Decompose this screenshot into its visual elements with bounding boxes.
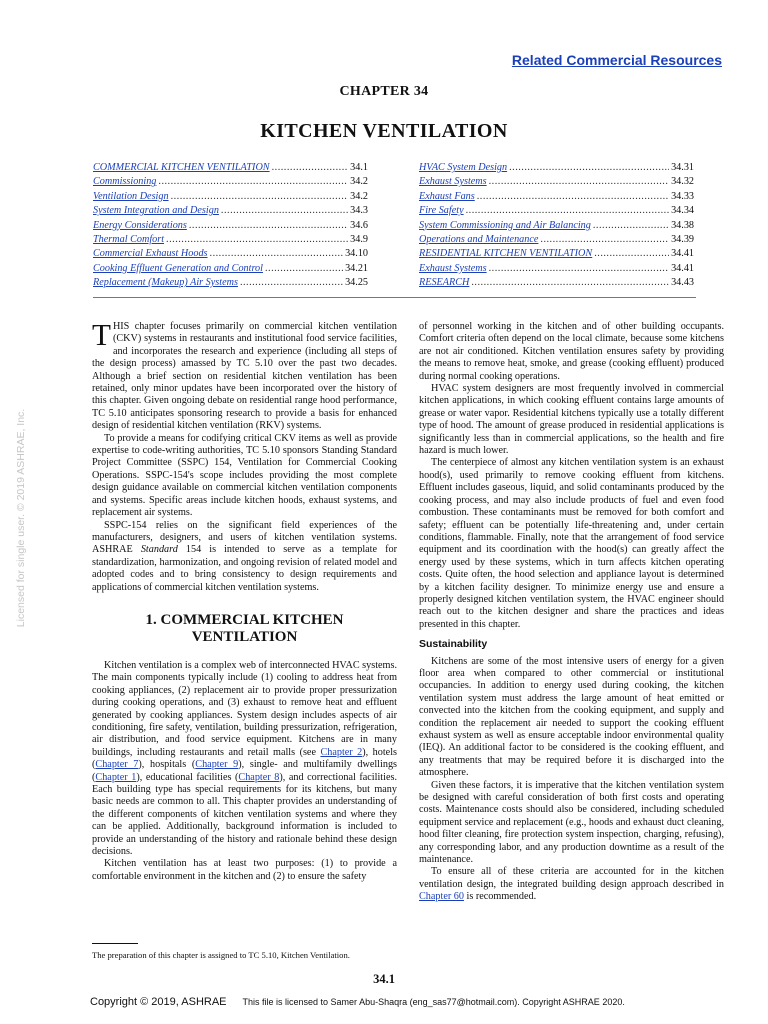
toc-item-page: 34.10	[345, 248, 368, 260]
toc-item-page: 34.39	[671, 233, 694, 245]
intro-paragraph	[92, 317, 397, 433]
toc-item[interactable]	[93, 219, 368, 233]
chapter-7-link[interactable]: Chapter 7	[95, 759, 139, 771]
toc-item[interactable]	[419, 247, 694, 261]
body-paragraph: Kitchens are some of the most intensive users of energy for a given floor area when compared to other commercial or institutional occupancies. In addition to energy used during cooking, the kitchen ventilation system must address the large amount of heat emitted or convected into the kitchen from the cooking equipment, and supply and condition the replacement air needed to support the cooking effluent exhaust system as well as ensure acceptable indoor environmental quality (IEQ). An additional factor to be considered is the cooking effluent, and any treatments that may be required before it is discharged into the atmosphere.	[419, 655, 724, 779]
toc-item[interactable]	[93, 247, 368, 261]
drop-cap: T	[92, 317, 111, 352]
toc-item-label[interactable]: Exhaust Systems	[419, 262, 487, 274]
toc-item-label[interactable]: COMMERCIAL KITCHEN VENTILATION	[93, 162, 270, 173]
toc-item-page: 34.21	[345, 262, 368, 274]
chapter-8-link[interactable]: Chapter 8	[238, 771, 280, 783]
footnote-divider	[92, 943, 138, 944]
paragraph-text: is recommended.	[463, 891, 537, 903]
toc-item[interactable]	[419, 219, 694, 233]
toc-item[interactable]	[419, 262, 694, 276]
toc-item-page: 34.41	[671, 248, 694, 260]
body-paragraph	[92, 660, 397, 859]
toc-item-page: 34.41	[671, 262, 694, 274]
toc-item[interactable]	[93, 190, 368, 204]
toc-right-column	[419, 161, 694, 291]
toc-item-page: 34.3	[350, 205, 368, 217]
footer-license: This file is licensed to Samer Abu-Shaqra (eng_sas77@hotmail.com). Copyright ASHRAE 2020.	[242, 997, 625, 1007]
toc-item-label[interactable]: Replacement (Makeup) Air Systems	[93, 277, 238, 289]
page-number: 34.1	[373, 972, 395, 986]
footnote: The preparation of this chapter is assigned to TC 5.10, Kitchen Ventilation.	[92, 950, 350, 960]
toc-leader	[240, 276, 343, 290]
toc-leader	[166, 233, 348, 247]
toc-item-label[interactable]: Cooking Effluent Generation and Control	[93, 262, 263, 274]
chapter-60-link[interactable]: Chapter 60	[419, 891, 464, 903]
toc-item[interactable]	[419, 190, 694, 204]
toc-item[interactable]	[93, 175, 368, 189]
toc-item[interactable]	[419, 276, 694, 290]
toc-leader	[489, 262, 669, 276]
toc-item-label[interactable]: RESEARCH	[419, 277, 470, 289]
toc-item[interactable]	[419, 204, 694, 218]
toc-item-label[interactable]: Ventilation Design	[93, 190, 169, 202]
toc-item-page: 34.25	[345, 277, 368, 289]
toc-item-label[interactable]: System Integration and Design	[93, 205, 219, 217]
toc-item-page: 34.1	[350, 162, 368, 173]
chapter-title: KITCHEN VENTILATION	[260, 120, 508, 142]
toc-item[interactable]	[419, 175, 694, 189]
toc-item-label[interactable]: Commercial Exhaust Hoods	[93, 248, 208, 260]
toc-left-column	[93, 161, 368, 291]
body-paragraph: of personnel working in the kitchen and of other building occupants. Comfort criteria often depend on the local climate, because some kitchens are not air conditioned. Kitchen ventilation ensures safety by providing the means to remove heat, smoke, and grease (cooking effluent) produced during normal cooking operations.	[419, 321, 724, 382]
chapter-number: CHAPTER 34	[339, 84, 429, 99]
paragraph-text: Kitchen ventilation is a complex web of interconnected HVAC systems. The main components typically include (1) cooling to address heat from cooking appliances, (2) replacement air to provide proper pressurization during cooking operations, and (3) exhaust to remove heat and effluent generated by cooking appliances. System design includes aspects of air conditioning, fire safety, ventilation, building pressurization, refrigeration, air distribution, and food service equipment. Kitchens are in many buildings, including restaurants and retail malls (see	[92, 659, 397, 758]
toc-leader	[594, 247, 669, 261]
toc-leader	[221, 204, 348, 218]
body-paragraph	[419, 866, 724, 903]
italic-text: Standard	[140, 544, 178, 556]
sustainability-heading: Sustainability	[419, 638, 488, 651]
toc-leader	[466, 204, 669, 218]
toc-item-label[interactable]: Commissioning	[93, 176, 157, 188]
toc-item-label[interactable]: Exhaust Fans	[419, 190, 475, 202]
toc-leader	[272, 161, 349, 175]
toc-divider	[93, 297, 696, 298]
intro-text: HIS chapter focuses primarily on commercial kitchen ventilation (CKV) systems in restaurants and institutional food service facilities, and incorporates the research and experience (including all steps of the design process) amassed by TC 5.10 over the past two decades. Although a brief section on residential kitchen ventilation has been retained, only minor updates have been incorporated over the history of this chapter. Given ongoing debate on residential range hood performance, TC 5.10 anticipates sponsoring research to provide a basis for enhanced design of residential kitchen ventilation (RKV) systems.	[92, 321, 397, 432]
toc-item[interactable]	[419, 233, 694, 247]
toc-item-page: 34.9	[350, 233, 368, 245]
paragraph-text: SSPC-154 relies on the significant field experiences of the manufacturers, designers, and users of kitchen ventilation systems. ASHRAE	[92, 519, 397, 556]
toc-item-page: 34.38	[671, 219, 694, 231]
toc-leader	[189, 219, 348, 233]
section-heading: 1. COMMERCIAL KITCHEN VENTILATION	[145, 611, 344, 645]
toc-item[interactable]	[93, 233, 368, 247]
toc-item-label[interactable]: Operations and Maintenance	[419, 233, 539, 245]
intro-paragraph: To provide a means for codifying critical CKV items as well as provide expertise to code-writing authorities, TC 5.10 sponsors Standing Standard Project Committee (SSPC) 154, Ventilation for Commercial Cooking Operations. SSPC-154's scope includes providing the most complete design guidance available on commercial kitchen ventilation components and systems. Specific areas include kitchen hoods, exhaust systems, and replacement air systems.	[92, 432, 397, 519]
footer-copyright: Copyright © 2019, ASHRAE	[90, 996, 227, 1008]
toc-item-page: 34.32	[671, 176, 694, 188]
paragraph-text: ), hospitals (	[138, 759, 196, 771]
body-paragraph: Given these factors, it is imperative that the kitchen ventilation system be designed with careful consideration of both first costs and operating costs. Maintenance costs should also be considered, including scheduled equipment service and replacement (e.g., hoods and exhaust duct cleaning, hood filter cleaning, fire protection system inspection, charging, refusing), any corresponding labor, and any production downtime as a result of the maintenance.	[419, 779, 724, 866]
toc-leader	[540, 233, 669, 247]
toc-item-label[interactable]: System Commissioning and Air Balancing	[419, 219, 591, 231]
toc-leader	[593, 219, 669, 233]
toc-leader	[171, 190, 349, 204]
intro-paragraph	[92, 520, 397, 594]
toc-item[interactable]	[93, 262, 368, 276]
toc-item-label[interactable]: Fire Safety	[419, 205, 464, 217]
toc-leader	[477, 190, 669, 204]
toc-leader	[210, 247, 344, 261]
body-paragraph: Kitchen ventilation has at least two purposes: (1) to provide a comfortable environment in the kitchen and (2) to ensure the safety	[92, 858, 397, 882]
paragraph-text: 154 is intended to serve as a template for standardization, harmonization, and ongoing revision of related model and adopted codes and to bring consistency to design requirements and applications of commercial kitchen ventilation systems.	[92, 544, 397, 593]
chapter-2-link[interactable]: Chapter 2	[320, 746, 363, 758]
toc-item-page: 34.33	[671, 190, 694, 202]
toc-item[interactable]	[93, 161, 368, 175]
toc-item[interactable]	[93, 276, 368, 290]
toc-item-page: 34.6	[350, 219, 368, 231]
toc-item-page: 34.2	[350, 176, 368, 188]
toc-item-label[interactable]: Exhaust Systems	[419, 176, 487, 188]
toc-item-label[interactable]: Energy Considerations	[93, 219, 187, 231]
toc-leader	[489, 175, 669, 189]
body-paragraph: The centerpiece of almost any kitchen ventilation system is an exhaust hood(s), used primarily to remove cooking effluent from kitchens. Effluent includes gaseous, liquid, and solid contaminants produced by the cooking process, and may also include products of fuel and even food combustion. These contaminants must be removed for both comfort and safety; effluent can be potentially life-threatening and, under certain conditions, flammable. Finally, note that the arrangement of food service equipment and its coordination with the hood(s) can greatly affect the energy used by these systems, which in turn affects kitchen operating costs. Quite often, the hood selection and appliance layout is determined by a kitchen facility designer. To minimize energy use and ensure a properly designed kitchen ventilation system, the HVAC engineer should reach out to the kitchen designer and share the practices and ideas presented in this chapter.	[419, 457, 724, 630]
toc-item-label[interactable]: HVAC System Design	[419, 162, 508, 173]
toc-item-label[interactable]: RESIDENTIAL KITCHEN VENTILATION	[419, 248, 593, 260]
toc-leader	[158, 175, 348, 189]
related-resources-link[interactable]: Related Commercial Resources	[511, 52, 722, 68]
toc-item[interactable]	[419, 161, 694, 175]
body-right-column	[419, 321, 724, 904]
toc-leader	[509, 161, 669, 175]
toc-item-page: 34.43	[671, 277, 694, 289]
toc-item-page: 34.34	[671, 205, 694, 217]
toc-item[interactable]	[93, 204, 368, 218]
paragraph-text: ), single- and multifamily dwellings (	[92, 759, 397, 783]
paragraph-text: To ensure all of these criteria are accounted for in the kitchen ventilation design, the integrated building design approach described in	[419, 866, 724, 890]
toc-leader	[471, 276, 669, 290]
toc-item-page: 34.2	[350, 190, 368, 202]
body-left-column	[92, 317, 397, 883]
chapter-9-link[interactable]: Chapter 9	[195, 759, 239, 771]
body-paragraph: HVAC system designers are most frequently involved in commercial kitchen applications, in which cooking effluent contains large amounts of grease or water vapor. Residential kitchens typically use a totally different type of hood. The amount of grease produced in residential applications is significantly less than in commercial applications, so the health and fire hazard is much lower.	[419, 383, 724, 457]
page-footer	[90, 996, 730, 1008]
toc-item-page: 34.31	[671, 162, 694, 173]
paragraph-text: ), educational facilities (	[136, 771, 239, 783]
paragraph-text: ), and correctional facilities. Each building type has special requirements for its kitchens, but many basic needs are common to all. This chapter provides an understanding of the different components of kitchen ventilation systems and where they can be applied. Additionally, background information is included to provide an understanding of the history and rationale behind these design decisions.	[92, 771, 397, 858]
toc-leader	[265, 262, 343, 276]
chapter-1-link[interactable]: Chapter 1	[95, 771, 137, 783]
license-watermark	[12, 383, 30, 653]
watermark-text: Licensed for single user. © 2019 ASHRAE, Inc.	[15, 408, 27, 628]
paragraph-text: ), hotels (	[92, 746, 397, 771]
toc-item-label[interactable]: Thermal Comfort	[93, 233, 165, 245]
